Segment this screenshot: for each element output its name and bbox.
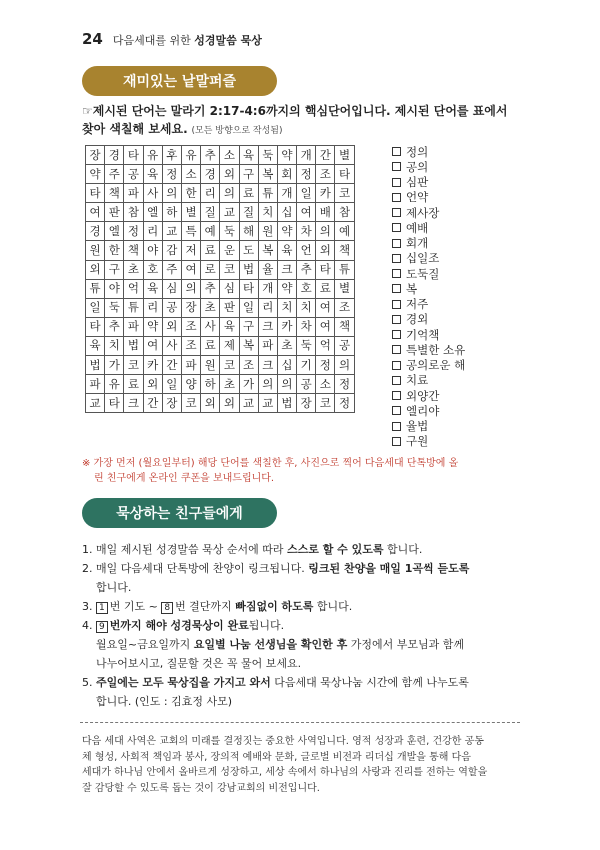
grid-cell[interactable]: 약 [86, 165, 105, 184]
grid-cell[interactable]: 파 [86, 375, 105, 394]
grid-cell[interactable]: 운 [220, 241, 239, 260]
grid-cell[interactable]: 한 [105, 241, 124, 260]
grid-cell[interactable]: 육 [277, 241, 296, 260]
checkbox[interactable] [392, 406, 401, 415]
grid-cell[interactable]: 추 [201, 279, 220, 298]
checkbox[interactable] [392, 254, 401, 263]
checkbox[interactable] [392, 376, 401, 385]
coupon-note: ※ 가장 먼저 (월요일부터) 해당 단어를 색칠한 후, 사진으로 찍어 다음세대 단톡방에 올 린 친구에게 온라인 쿠폰을 보내드립니다. [82, 458, 459, 484]
word-item [392, 419, 522, 434]
checkbox[interactable] [392, 315, 401, 324]
grid-cell[interactable]: 여 [86, 203, 105, 222]
grid-row [86, 298, 355, 317]
grid-cell[interactable]: 카 [316, 184, 335, 203]
grid-cell[interactable]: 육 [86, 336, 105, 355]
word-label: 복 [406, 281, 418, 296]
grid-cell[interactable]: 예 [335, 222, 354, 241]
word-checklist [392, 144, 522, 449]
grid-cell[interactable]: 주 [162, 260, 181, 279]
grid-cell[interactable]: 외 [143, 375, 162, 394]
grid-cell[interactable]: 법 [239, 260, 258, 279]
grid-cell[interactable]: 의 [277, 375, 296, 394]
word-label: 정의 [406, 144, 429, 159]
header-title: 다음세대를 위한 성경말씀 묵상 [112, 34, 262, 47]
checkbox[interactable] [392, 422, 401, 431]
grid-cell[interactable]: 예 [201, 222, 220, 241]
grid-cell[interactable]: 치 [105, 336, 124, 355]
grid-cell[interactable]: 카 [277, 317, 296, 336]
grid-cell[interactable]: 타 [124, 146, 143, 165]
word-label: 구원 [406, 434, 429, 449]
grid-cell[interactable]: 심 [220, 279, 239, 298]
grid-cell[interactable]: 한 [181, 184, 200, 203]
grid-row [86, 336, 355, 355]
grid-cell[interactable]: 개 [258, 279, 277, 298]
checkbox[interactable] [392, 300, 401, 309]
grid-cell[interactable]: 소 [181, 165, 200, 184]
word-item [392, 266, 522, 281]
grid-cell[interactable]: 코 [220, 260, 239, 279]
grid-row [86, 146, 355, 165]
word-label: 공의로운 해 [406, 358, 466, 373]
grid-cell[interactable]: 소 [316, 375, 335, 394]
grid-row [86, 222, 355, 241]
grid-cell[interactable]: 질 [201, 203, 220, 222]
word-label: 공의 [406, 159, 429, 174]
grid-row [86, 165, 355, 184]
grid-cell[interactable]: 치 [297, 298, 316, 317]
grid-cell[interactable]: 파 [258, 336, 277, 355]
grid-cell[interactable]: 의 [162, 184, 181, 203]
grid-cell[interactable]: 회 [277, 165, 296, 184]
grid-row [86, 279, 355, 298]
grid-cell[interactable]: 교 [86, 394, 105, 413]
grid-cell[interactable]: 정 [297, 165, 316, 184]
footer-line: 잘 감당할 수 있도록 돕는 것이 강남교회의 비전입니다. [82, 782, 320, 794]
grid-cell[interactable]: 배 [316, 203, 335, 222]
footer-line: 다음 세대 사역은 교회의 미래를 결정짓는 중요한 사역입니다. 영적 성장과 훈련, 건강한 공동 [82, 736, 484, 747]
word-item [392, 373, 522, 388]
grid-cell[interactable]: 초 [201, 298, 220, 317]
grid-cell[interactable]: 십 [277, 356, 296, 375]
grid-cell[interactable]: 교 [162, 222, 181, 241]
checkbox[interactable] [392, 330, 401, 339]
checkbox[interactable] [392, 239, 401, 248]
word-item [392, 327, 522, 342]
word-label: 엘리야 [406, 403, 440, 418]
grid-cell[interactable]: 공 [162, 298, 181, 317]
grid-cell[interactable]: 차 [297, 317, 316, 336]
word-label: 십일조 [406, 251, 440, 266]
grid-cell[interactable]: 사 [143, 184, 162, 203]
grid-row [86, 375, 355, 394]
grid-cell[interactable]: 원 [201, 356, 220, 375]
grid-cell[interactable]: 사 [201, 317, 220, 336]
grid-cell[interactable]: 별 [335, 279, 354, 298]
grid-cell[interactable]: 리 [201, 184, 220, 203]
grid-cell[interactable]: 유 [143, 146, 162, 165]
dashed-divider [80, 722, 520, 723]
grid-cell[interactable]: 육 [143, 165, 162, 184]
grid-cell[interactable]: 구 [239, 165, 258, 184]
checkbox[interactable] [392, 193, 401, 202]
checkbox[interactable] [392, 208, 401, 217]
grid-cell[interactable]: 야 [105, 279, 124, 298]
checkbox[interactable] [392, 391, 401, 400]
guideline-item-5: 5. 주일에는 모두 묵상집을 가지고 와서 다음세대 묵상나눔 시간에 함께 나누도록 [82, 676, 469, 689]
grid-cell[interactable]: 정 [124, 222, 143, 241]
grid-cell[interactable]: 정 [335, 375, 354, 394]
grid-cell[interactable]: 파 [124, 184, 143, 203]
grid-cell[interactable]: 장 [297, 394, 316, 413]
grid-cell[interactable]: 둑 [297, 336, 316, 355]
grid-cell[interactable]: 치 [258, 203, 277, 222]
word-item [392, 144, 522, 159]
grid-cell[interactable]: 책 [105, 184, 124, 203]
grid-cell[interactable]: 공 [297, 375, 316, 394]
grid-cell[interactable]: 유 [181, 146, 200, 165]
grid-cell[interactable]: 리 [143, 222, 162, 241]
grid-cell[interactable]: 가 [239, 375, 258, 394]
grid-row [86, 203, 355, 222]
grid-cell[interactable]: 추 [201, 146, 220, 165]
grid-cell[interactable]: 외 [220, 165, 239, 184]
grid-cell[interactable]: 육 [143, 279, 162, 298]
grid-cell[interactable]: 둑 [258, 146, 277, 165]
grid-cell[interactable]: 의 [220, 184, 239, 203]
grid-cell[interactable]: 외 [86, 260, 105, 279]
checkbox[interactable] [392, 284, 401, 293]
word-item [392, 190, 522, 205]
checkbox[interactable] [392, 223, 401, 232]
grid-cell[interactable]: 법 [124, 336, 143, 355]
grid-cell[interactable]: 유 [105, 375, 124, 394]
grid-cell[interactable]: 튜 [258, 184, 277, 203]
grid-cell[interactable]: 외 [162, 317, 181, 336]
guideline-list: 1. 매일 제시된 성경말씀 묵상 순서에 따라 스스로 할 수 있도록 합니다. 2. 매일 다음세대 단톡방에 찬양이 링크됩니다. 링크된 찬양을 매일 1곡씩 듣도록 합니다. 3. 1 번 기도 ~ 8 번 결단까지 빠짐없이 하도록 합니다. 4. 9 번까지 해야 성경묵상이 완료됩니다. 월요일~금요일까지 요일별 나눔 선생님을 확인한 후 가정에서 부모님과 함께 나누어보시고, 질문할 것은 꼭 물어 보세요. 5. 주일에는 모두 묵상집을 가지고 와서 다음세대 묵상나눔 시간에 함께 나누도록 합니다. (인도 : 김효정 사모) [82, 540, 522, 711]
grid-cell[interactable]: 구 [239, 317, 258, 336]
grid-cell[interactable]: 책 [124, 241, 143, 260]
grid-cell[interactable]: 약 [143, 317, 162, 336]
guideline-item-2: 2. 매일 다음세대 단톡방에 찬양이 링크됩니다. 링크된 찬양을 매일 1곡씩 듣도록 [82, 562, 470, 575]
grid-cell[interactable]: 육 [220, 317, 239, 336]
grid-cell[interactable]: 의 [258, 375, 277, 394]
word-label: 회개 [406, 236, 429, 251]
grid-cell[interactable]: 주 [105, 165, 124, 184]
grid-cell[interactable]: 심 [162, 279, 181, 298]
grid-cell[interactable]: 리 [258, 298, 277, 317]
grid-cell[interactable]: 타 [316, 260, 335, 279]
grid-cell[interactable]: 크 [258, 317, 277, 336]
grid-row [86, 356, 355, 375]
grid-cell[interactable]: 크 [124, 394, 143, 413]
grid-cell[interactable]: 둑 [220, 222, 239, 241]
grid-cell[interactable]: 리 [143, 298, 162, 317]
grid-cell[interactable]: 특 [181, 222, 200, 241]
footer-line: 세대가 하나님 안에서 올바르게 성장하고, 세상 속에서 하나님의 사랑과 진리를 전하는 역할을 [82, 767, 488, 778]
grid-cell[interactable]: 질 [239, 203, 258, 222]
grid-cell[interactable]: 약 [277, 222, 296, 241]
grid-cell[interactable]: 엘 [143, 203, 162, 222]
grid-cell[interactable]: 료 [239, 184, 258, 203]
grid-cell[interactable]: 호 [297, 279, 316, 298]
grid-cell[interactable]: 료 [316, 279, 335, 298]
footer-line: 체 형성, 사회적 책임과 봉사, 장의적 예배와 문화, 글로벌 비전과 리더십 개발을 통해 다음 [82, 751, 471, 763]
grid-cell[interactable]: 추 [105, 317, 124, 336]
grid-cell[interactable]: 여 [181, 260, 200, 279]
grid-cell[interactable]: 크 [277, 260, 296, 279]
grid-cell[interactable]: 원 [258, 222, 277, 241]
word-label: 경외 [406, 312, 429, 327]
word-label: 외양간 [406, 388, 440, 403]
grid-cell[interactable]: 언 [297, 241, 316, 260]
grid-cell[interactable]: 외 [201, 394, 220, 413]
grid-cell[interactable]: 공 [124, 165, 143, 184]
word-label: 심판 [406, 175, 429, 190]
grid-cell[interactable]: 가 [105, 356, 124, 375]
grid-cell[interactable]: 타 [239, 279, 258, 298]
word-item [392, 358, 522, 373]
word-item [392, 388, 522, 403]
grid-cell[interactable]: 하 [162, 203, 181, 222]
word-item [392, 175, 522, 190]
grid-cell[interactable]: 의 [335, 356, 354, 375]
grid-cell[interactable]: 복 [258, 241, 277, 260]
word-item [392, 434, 522, 449]
grid-cell[interactable]: 원 [86, 241, 105, 260]
grid-cell[interactable]: 참 [124, 203, 143, 222]
grid-cell[interactable]: 십 [277, 203, 296, 222]
grid-cell[interactable]: 코 [335, 184, 354, 203]
grid-cell[interactable]: 억 [316, 336, 335, 355]
grid-cell[interactable]: 책 [335, 317, 354, 336]
checkbox[interactable] [392, 361, 401, 370]
grid-row [86, 260, 355, 279]
grid-cell[interactable]: 약 [277, 146, 296, 165]
grid-cell[interactable]: 파 [181, 356, 200, 375]
grid-cell[interactable]: 타 [105, 394, 124, 413]
grid-cell[interactable]: 의 [181, 279, 200, 298]
grid-cell[interactable]: 조 [335, 298, 354, 317]
grid-cell[interactable]: 장 [162, 394, 181, 413]
grid-cell[interactable]: 장 [181, 298, 200, 317]
grid-cell[interactable]: 튜 [86, 279, 105, 298]
grid-cell[interactable]: 추 [297, 260, 316, 279]
grid-cell[interactable]: 코 [220, 356, 239, 375]
grid-cell[interactable]: 구 [105, 260, 124, 279]
grid-cell[interactable]: 일 [239, 298, 258, 317]
checkbox[interactable] [392, 162, 401, 171]
grid-cell[interactable]: 치 [277, 298, 296, 317]
grid-cell[interactable]: 복 [258, 165, 277, 184]
grid-cell[interactable]: 정 [316, 356, 335, 375]
grid-cell[interactable]: 여 [316, 298, 335, 317]
grid-cell[interactable]: 카 [143, 356, 162, 375]
word-item [392, 205, 522, 220]
grid-cell[interactable]: 둑 [105, 298, 124, 317]
grid-cell[interactable]: 여 [316, 317, 335, 336]
grid-cell[interactable]: 후 [162, 146, 181, 165]
grid-cell[interactable]: 조 [181, 336, 200, 355]
grid-cell[interactable]: 책 [335, 241, 354, 260]
grid-cell[interactable]: 판 [105, 203, 124, 222]
grid-cell[interactable]: 코 [316, 394, 335, 413]
grid-cell[interactable]: 간 [316, 146, 335, 165]
guideline-item-3: 3. 1 번 기도 ~ 8 번 결단까지 빠짐없이 하도록 합니다. [82, 600, 353, 613]
grid-cell[interactable]: 육 [239, 146, 258, 165]
guideline-item-4: 4. 9 번까지 해야 성경묵상이 완료됩니다. [82, 619, 285, 632]
grid-cell[interactable]: 개 [277, 184, 296, 203]
grid-cell[interactable]: 도 [239, 241, 258, 260]
grid-cell[interactable]: 일 [162, 375, 181, 394]
word-item [392, 251, 522, 266]
word-puzzle-title: 재미있는 낱말퍼즐 [82, 66, 277, 96]
grid-cell[interactable]: 양 [181, 375, 200, 394]
grid-cell[interactable]: 초 [124, 260, 143, 279]
grid-cell[interactable]: 별 [335, 146, 354, 165]
word-label: 치료 [406, 373, 429, 388]
grid-cell[interactable]: 제 [220, 336, 239, 355]
word-label: 율법 [406, 419, 429, 434]
grid-cell[interactable]: 조 [239, 356, 258, 375]
grid-cell[interactable]: 기 [297, 356, 316, 375]
grid-row [86, 394, 355, 413]
grid-cell[interactable]: 야 [143, 241, 162, 260]
grid-cell[interactable]: 초 [277, 336, 296, 355]
grid-cell[interactable]: 소 [220, 146, 239, 165]
grid-cell[interactable]: 간 [143, 394, 162, 413]
grid-cell[interactable]: 타 [86, 317, 105, 336]
vision-statement [82, 734, 522, 796]
grid-cell[interactable]: 파 [124, 317, 143, 336]
guideline-item-1: 1. 매일 제시된 성경말씀 묵상 순서에 따라 스스로 할 수 있도록 합니다. [82, 543, 423, 556]
grid-cell[interactable]: 일 [297, 184, 316, 203]
grid-cell[interactable]: 개 [297, 146, 316, 165]
grid-cell[interactable]: 경 [201, 165, 220, 184]
grid-cell[interactable]: 하 [201, 375, 220, 394]
word-item [392, 159, 522, 174]
grid-cell[interactable]: 엘 [105, 222, 124, 241]
grid-cell[interactable]: 외 [220, 394, 239, 413]
grid-cell[interactable]: 교 [239, 394, 258, 413]
grid-cell[interactable]: 경 [105, 146, 124, 165]
grid-cell[interactable]: 조 [181, 317, 200, 336]
word-label: 도둑질 [406, 266, 440, 281]
page-number: 24 [82, 30, 103, 48]
grid-cell[interactable]: 경 [86, 222, 105, 241]
grid-cell[interactable]: 초 [220, 375, 239, 394]
grid-cell[interactable]: 참 [335, 203, 354, 222]
grid-cell[interactable]: 타 [335, 165, 354, 184]
grid-cell[interactable]: 사 [162, 336, 181, 355]
grid-cell[interactable]: 복 [239, 336, 258, 355]
grid-cell[interactable]: 장 [86, 146, 105, 165]
word-label: 특별한 소유 [406, 342, 466, 357]
grid-cell[interactable]: 여 [143, 336, 162, 355]
grid-cell[interactable]: 법 [277, 394, 296, 413]
grid-cell[interactable]: 튜 [124, 298, 143, 317]
checkbox[interactable] [392, 147, 401, 156]
word-label: 언약 [406, 190, 429, 205]
checkbox[interactable] [392, 437, 401, 446]
grid-cell[interactable]: 료 [201, 241, 220, 260]
grid-cell[interactable]: 조 [316, 165, 335, 184]
grid-cell[interactable]: 교 [220, 203, 239, 222]
checkbox[interactable] [392, 345, 401, 354]
word-item [392, 236, 522, 251]
grid-cell[interactable]: 여 [297, 203, 316, 222]
grid-cell[interactable]: 율 [258, 260, 277, 279]
word-item [392, 297, 522, 312]
page-header [82, 30, 262, 48]
grid-cell[interactable]: 외 [316, 241, 335, 260]
word-label: 기억책 [406, 327, 440, 342]
grid-cell[interactable]: 료 [201, 336, 220, 355]
word-item [392, 220, 522, 235]
grid-cell[interactable]: 차 [297, 222, 316, 241]
word-label: 제사장 [406, 205, 440, 220]
grid-cell[interactable]: 코 [124, 356, 143, 375]
grid-cell[interactable]: 억 [124, 279, 143, 298]
checkbox[interactable] [392, 269, 401, 278]
grid-cell[interactable]: 약 [277, 279, 296, 298]
word-item [392, 403, 522, 418]
grid-cell[interactable]: 정 [335, 394, 354, 413]
word-label: 예배 [406, 220, 429, 235]
grid-cell[interactable]: 법 [86, 356, 105, 375]
word-item [392, 281, 522, 296]
grid-cell[interactable]: 저 [181, 241, 200, 260]
grid-cell[interactable]: 별 [181, 203, 200, 222]
grid-row [86, 184, 355, 203]
grid-cell[interactable]: 로 [201, 260, 220, 279]
grid-row [86, 241, 355, 260]
word-item [392, 342, 522, 357]
meditation-title: 묵상하는 친구들에게 [82, 498, 277, 528]
grid-cell[interactable]: 해 [239, 222, 258, 241]
grid-cell[interactable]: 료 [124, 375, 143, 394]
grid-cell[interactable]: 타 [86, 184, 105, 203]
checkbox[interactable] [392, 178, 401, 187]
puzzle-instruction: ☞제시된 단어는 말라기 2:17-4:6까지의 핵심단어입니다. 제시된 단어를 표에서 찾아 색칠해 보세요. (모든 방향으로 작성됨) [82, 104, 508, 136]
grid-cell[interactable]: 호 [143, 260, 162, 279]
grid-cell[interactable]: 교 [258, 394, 277, 413]
grid-cell[interactable]: 튜 [335, 260, 354, 279]
grid-row [86, 317, 355, 336]
word-item [392, 312, 522, 327]
word-label: 저주 [406, 297, 429, 312]
grid-cell[interactable]: 코 [181, 394, 200, 413]
grid-cell[interactable]: 감 [162, 241, 181, 260]
grid-cell[interactable]: 판 [220, 298, 239, 317]
grid-cell[interactable]: 공 [335, 336, 354, 355]
grid-cell[interactable]: 의 [316, 222, 335, 241]
pointing-hand-icon: ☞ [82, 104, 93, 118]
word-search-grid [85, 145, 355, 413]
grid-cell[interactable]: 일 [86, 298, 105, 317]
grid-cell[interactable]: 간 [162, 356, 181, 375]
grid-cell[interactable]: 정 [162, 165, 181, 184]
grid-cell[interactable]: 크 [258, 356, 277, 375]
